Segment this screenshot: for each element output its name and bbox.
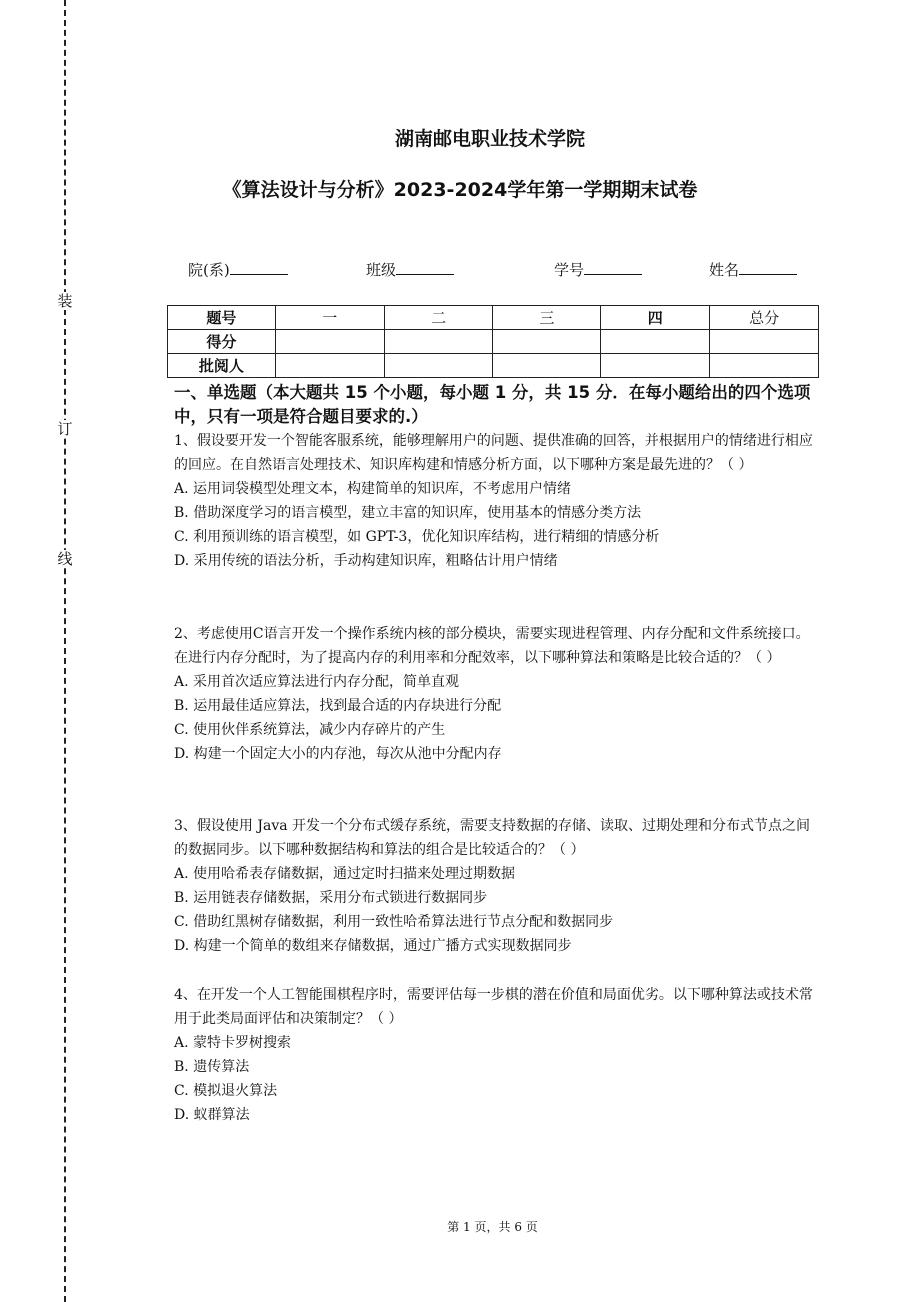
class-blank[interactable] [396, 260, 454, 275]
question-option-c[interactable]: C. 使用伙伴系统算法，减少内存碎片的产生 [174, 722, 446, 738]
question-option-a[interactable]: A. 使用哈希表存储数据，通过定时扫描来处理过期数据 [174, 866, 516, 882]
score-cell[interactable] [493, 330, 601, 354]
question-option-c[interactable]: C. 借助红黑树存储数据，利用一致性哈希算法进行节点分配和数据同步 [174, 914, 614, 930]
department-label: 院(系) [188, 261, 230, 279]
section-heading-single-choice: 一、单选题（本大题共 15 个小题，每小题 1 分，共 15 分．在每小题给出的四个选项中，只有一项是符合题目要求的.） [174, 383, 811, 426]
question-option-a[interactable]: A. 采用首次适应算法进行内存分配，简单直观 [174, 674, 460, 690]
header-cell-four: 四 [601, 306, 710, 330]
grader-cell[interactable] [493, 354, 601, 378]
student-id-field[interactable] [554, 259, 642, 280]
question-option-d[interactable]: D. 构建一个简单的数组来存储数据，通过广播方式实现数据同步 [174, 938, 572, 954]
grader-row [168, 354, 819, 378]
score-cell[interactable] [275, 330, 384, 354]
question-3 [174, 814, 819, 958]
grader-cell[interactable] [275, 354, 384, 378]
question-option-c[interactable]: C. 模拟退火算法 [174, 1083, 278, 1099]
score-row-label: 得分 [168, 330, 276, 354]
question-option-b[interactable]: B. 借助深度学习的语言模型，建立丰富的知识库，使用基本的情感分类方法 [174, 505, 642, 521]
grader-row-label: 批阅人 [168, 354, 276, 378]
question-option-b[interactable]: B. 运用链表存储数据，采用分布式锁进行数据同步 [174, 890, 488, 906]
exam-title: 《算法设计与分析》2023-2024学年第一学期期末试卷 [222, 179, 698, 201]
grader-cell[interactable] [601, 354, 710, 378]
question-stem: 1、假设要开发一个智能客服系统，能够理解用户的问题、提供准确的回答，并根据用户的情绪进行相应的回应。在自然语言处理技术、知识库构建和情感分析方面，以下哪种方案是最先进的？（ ） [174, 433, 813, 473]
question-option-d[interactable]: D. 采用传统的语法分析，手动构建知识库，粗略估计用户情绪 [174, 553, 558, 569]
score-table-header-row [168, 306, 819, 330]
binding-char-ding: 订 [57, 420, 73, 438]
header-cell-total: 总分 [710, 306, 819, 330]
question-option-c[interactable]: C. 利用预训练的语言模型，如 GPT-3，优化知识库结构，进行精细的情感分析 [174, 529, 660, 545]
question-stem: 3、假设使用 Java 开发一个分布式缓存系统，需要支持数据的存储、读取、过期处理和分布式节点之间的数据同步。以下哪种数据结构和算法的组合是比较适合的？（ ） [174, 818, 811, 858]
question-4 [174, 983, 819, 1127]
class-field[interactable] [366, 259, 454, 280]
header-cell-three: 三 [493, 306, 601, 330]
binding-char-xian: 线 [57, 550, 73, 568]
name-label: 姓名 [709, 261, 740, 279]
question-2 [174, 622, 819, 766]
header-cell-one: 一 [275, 306, 384, 330]
grader-cell[interactable] [384, 354, 493, 378]
question-stem: 4、在开发一个人工智能围棋程序时，需要评估每一步棋的潜在价值和局面优劣。以下哪种算法或技术常用于此类局面评估和决策制定？（ ） [174, 987, 813, 1027]
header-cell-two: 二 [384, 306, 493, 330]
question-option-b[interactable]: B. 运用最佳适应算法，找到最合适的内存块进行分配 [174, 698, 502, 714]
score-cell[interactable] [710, 330, 819, 354]
score-cell[interactable] [384, 330, 493, 354]
question-option-a[interactable]: A. 蒙特卡罗树搜索 [174, 1035, 292, 1051]
question-option-b[interactable]: B. 遗传算法 [174, 1059, 250, 1075]
school-name: 湖南邮电职业技术学院 [394, 128, 585, 150]
page-footer: 第 1 页，共 6 页 [447, 1220, 538, 1234]
department-blank[interactable] [230, 260, 288, 275]
score-row [168, 330, 819, 354]
question-option-a[interactable]: A. 运用词袋模型处理文本，构建简单的知识库，不考虑用户情绪 [174, 481, 572, 497]
department-field[interactable] [188, 259, 288, 280]
question-stem: 2、考虑使用C语言开发一个操作系统内核的部分模块，需要实现进程管理、内存分配和文件系统接口。在进行内存分配时，为了提高内存的利用率和分配效率，以下哪种算法和策略是比较合适的？（ ） [174, 626, 810, 666]
score-cell[interactable] [601, 330, 710, 354]
student-id-blank[interactable] [584, 260, 642, 275]
header-cell-question-no: 题号 [168, 306, 276, 330]
name-blank[interactable] [739, 260, 797, 275]
score-table [167, 305, 819, 378]
student-id-label: 学号 [554, 261, 585, 279]
grader-cell[interactable] [710, 354, 819, 378]
question-option-d[interactable]: D. 构建一个固定大小的内存池，每次从池中分配内存 [174, 746, 502, 762]
binding-char-zhuang: 装 [57, 292, 73, 310]
name-field[interactable] [709, 259, 797, 280]
question-option-d[interactable]: D. 蚁群算法 [174, 1107, 250, 1123]
question-1 [174, 429, 819, 573]
class-label: 班级 [366, 261, 397, 279]
